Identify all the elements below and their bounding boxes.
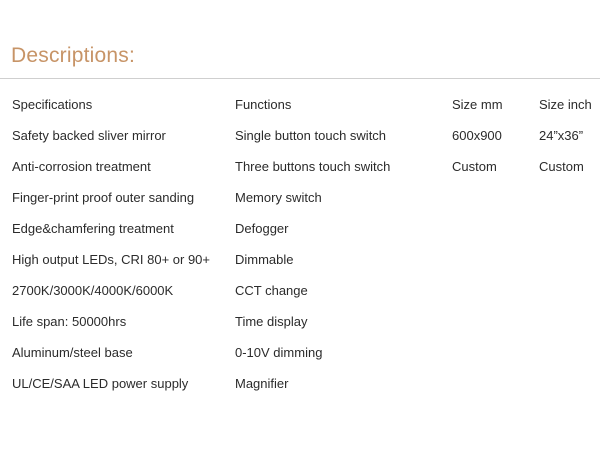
spec-cell: Anti-corrosion treatment [12, 159, 151, 174]
table-header-row [0, 89, 600, 120]
table-row [0, 306, 600, 337]
table-row [0, 151, 600, 182]
section-title: Descriptions: [11, 44, 135, 67]
function-cell: Memory switch [235, 190, 322, 205]
table-row [0, 213, 600, 244]
size-inch-cell: Custom [539, 159, 584, 174]
table-row [0, 368, 600, 399]
spec-cell: High output LEDs, CRI 80+ or 90+ [12, 252, 211, 267]
table-row [0, 244, 600, 275]
spec-cell: Life span: 50000hrs [12, 314, 127, 329]
spec-cell: Finger-print proof outer sanding [12, 190, 195, 205]
header-size-mm: Size mm [452, 97, 503, 112]
table-row [0, 337, 600, 368]
size-mm-cell: Custom [452, 159, 497, 174]
spec-cell: 2700K/3000K/4000K/6000K [12, 283, 174, 298]
size-mm-cell: 600x900 [452, 128, 502, 143]
function-cell: Dimmable [235, 252, 294, 267]
header-size-inch: Size inch [539, 97, 592, 112]
function-cell: Defogger [235, 221, 289, 236]
function-cell: Single button touch switch [235, 128, 387, 143]
table-row [0, 182, 600, 213]
header-specifications: Specifications [12, 97, 93, 112]
function-cell: 0-10V dimming [235, 345, 323, 360]
title-divider [0, 78, 600, 79]
spec-cell: Safety backed sliver mirror [12, 128, 166, 143]
table-row [0, 275, 600, 306]
spec-cell: Edge&chamfering treatment [12, 221, 174, 236]
function-cell: Magnifier [235, 376, 289, 391]
spec-cell: UL/CE/SAA LED power supply [12, 376, 189, 391]
function-cell: Time display [235, 314, 308, 329]
table-row [0, 120, 600, 151]
descriptions-table [0, 89, 600, 399]
function-cell: Three buttons touch switch [235, 159, 391, 174]
function-cell: CCT change [235, 283, 308, 298]
header-functions: Functions [235, 97, 292, 112]
spec-cell: Aluminum/steel base [12, 345, 133, 360]
size-inch-cell: 24”x36” [539, 128, 584, 143]
